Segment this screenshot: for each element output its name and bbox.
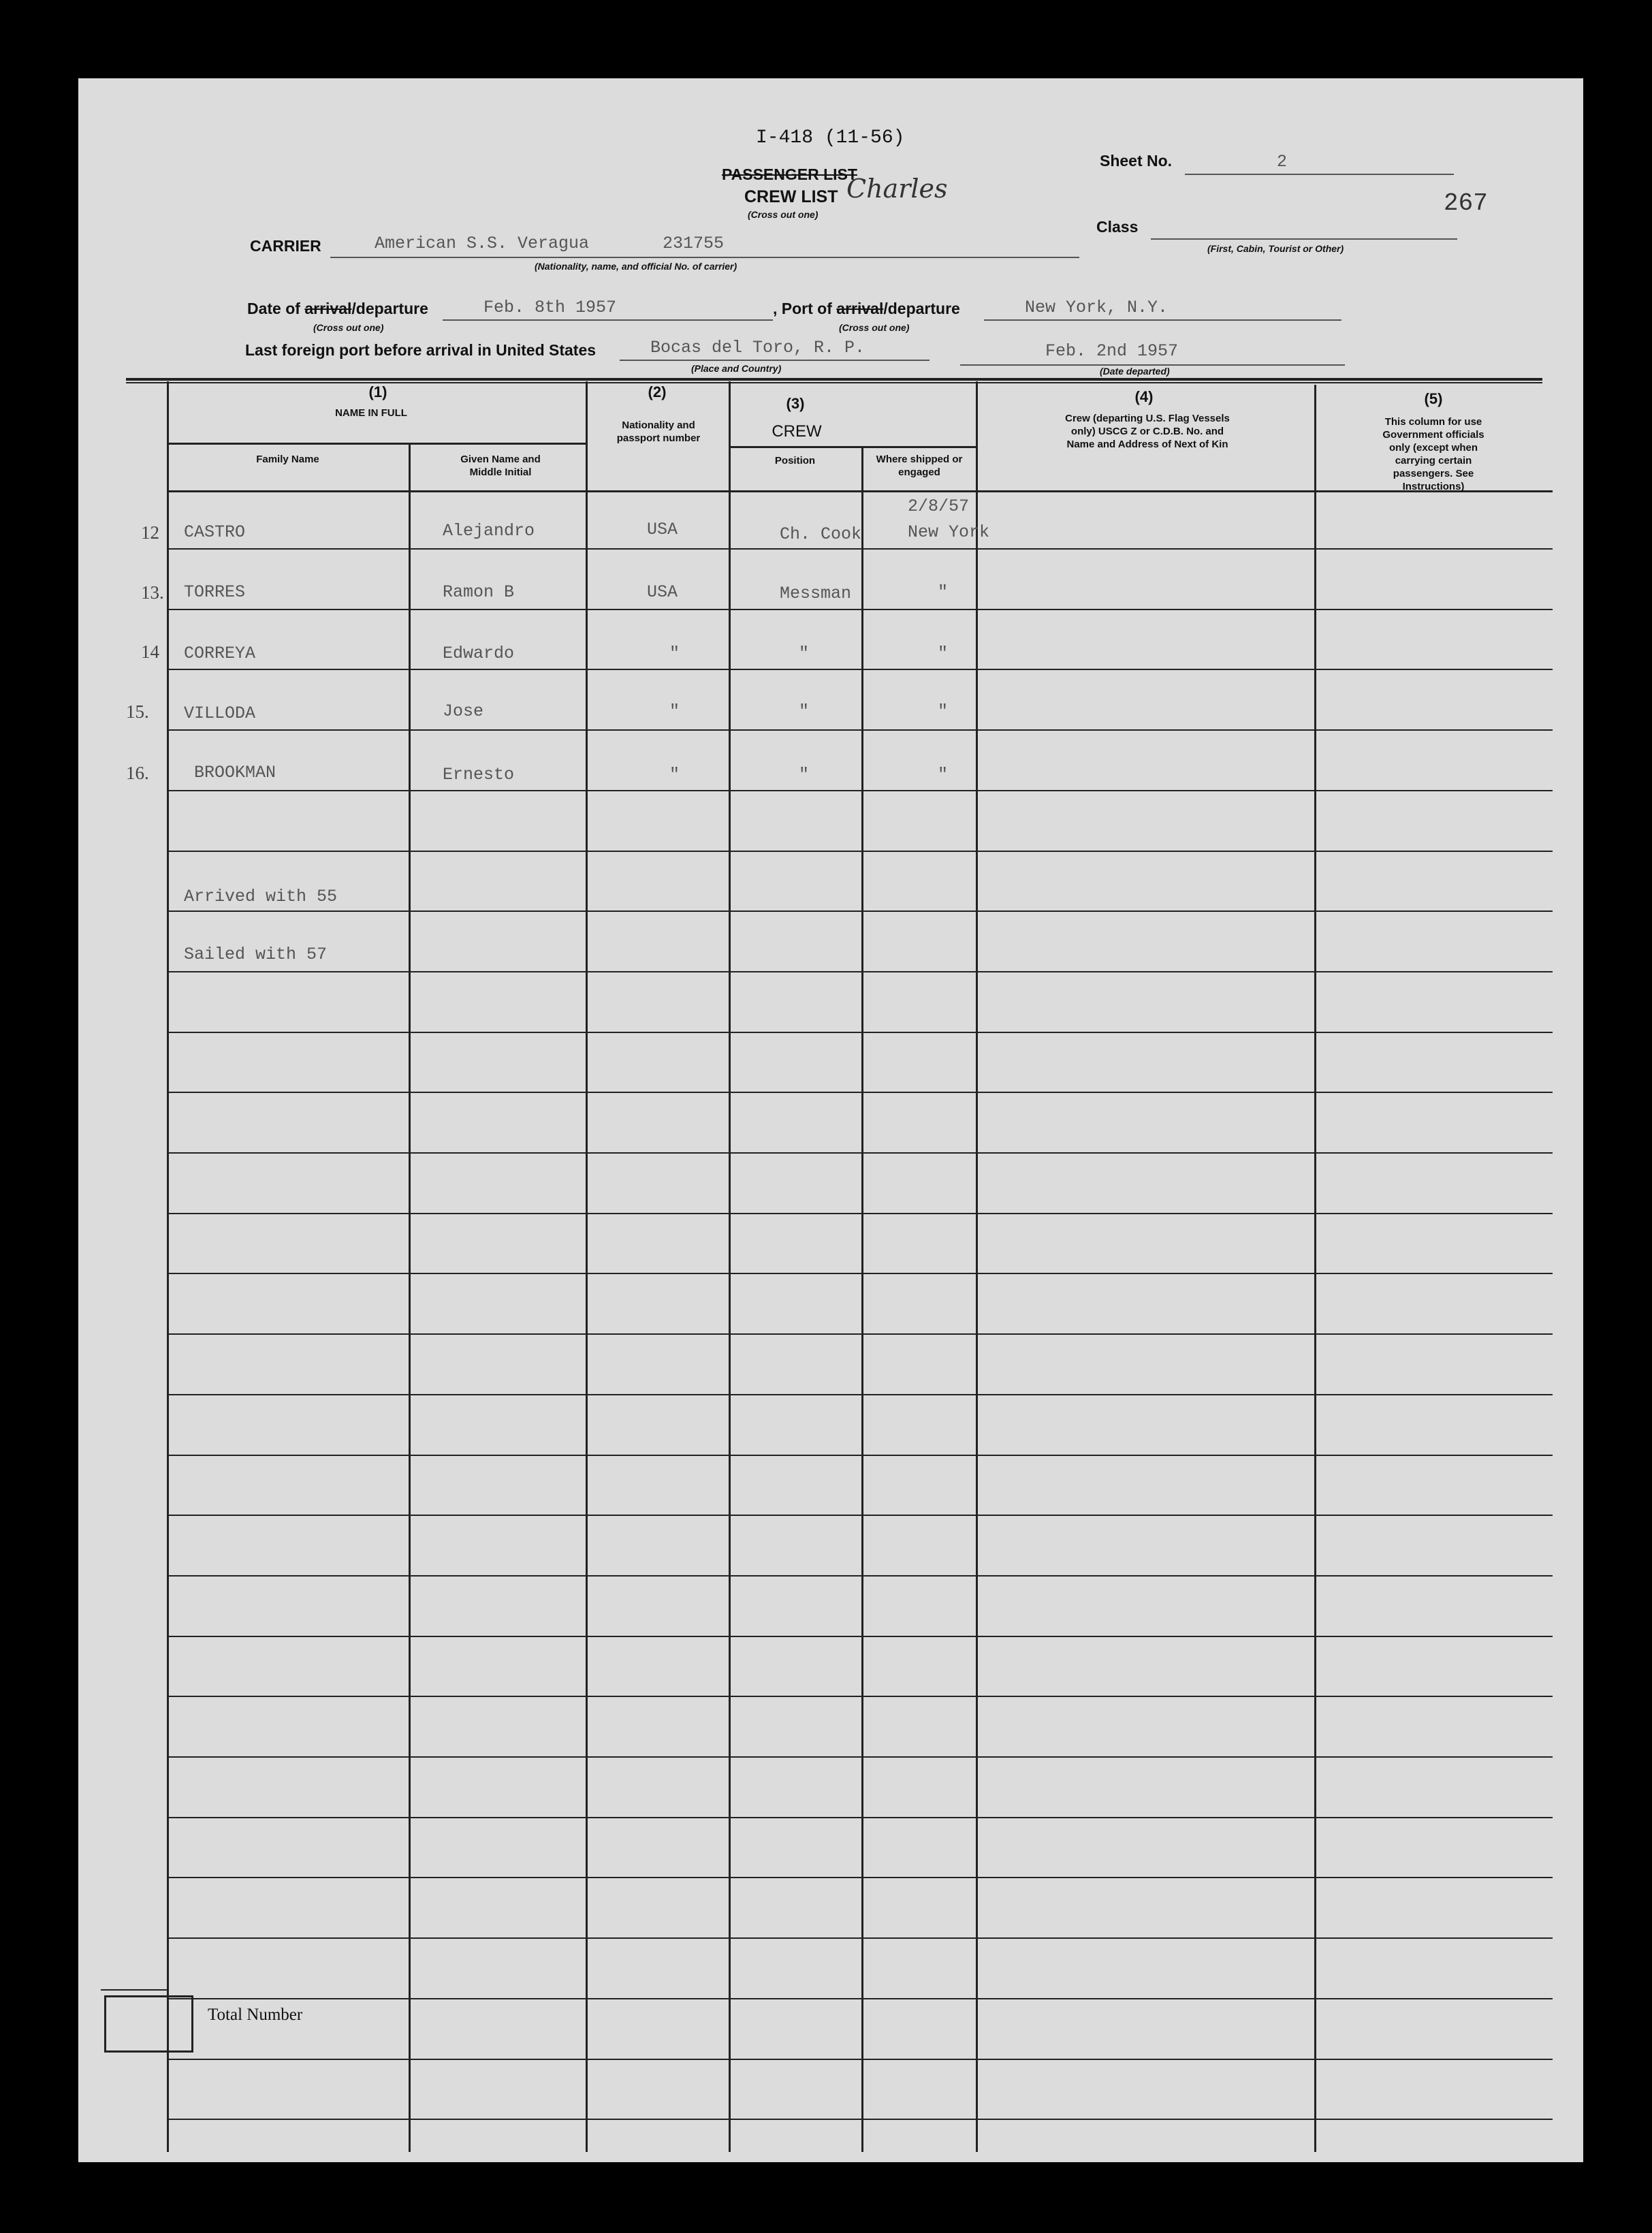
col5-number: (5) [1424,390,1443,407]
carrier-value: American S.S. Veragua [375,234,590,253]
col3-number: (3) [786,395,805,412]
row-rule [167,1333,1553,1335]
given-name: Jose [443,701,484,721]
given-name: Ernesto [443,765,515,785]
col4-title: Crew (departing U.S. Flag Vessels only) USCG Z or C.D.B. No. and Name and Address of Next of Kin [1065,413,1230,450]
shipped-place: New York [908,522,990,542]
date-note: (Cross out one) [313,322,384,333]
table-top-rule-2 [126,382,1542,383]
col1-header-rule [167,443,586,445]
row-rule [167,1515,1553,1516]
last-port-value: Bocas del Toro, R. P. [650,338,865,358]
row-rule [167,1213,1553,1214]
total-number-label: Total Number [208,2006,303,2024]
row-rule [167,2119,1553,2120]
row-rule [167,1152,1553,1154]
carrier-line [330,257,1079,258]
sheet-value: 2 [1277,152,1288,172]
sheet-label: Sheet No. [1100,152,1173,170]
col2-number: (2) [648,383,667,400]
row-rule [167,2059,1553,2060]
shipped-place: " [938,644,949,663]
last-port-label: Last foreign port before arrival in United States [245,341,597,359]
row-rule [167,729,1553,731]
col4-number: (4) [1134,388,1154,405]
position: " [799,701,810,721]
row-rule [167,1092,1553,1093]
given-name: Alejandro [443,521,535,541]
nationality: " [669,701,680,721]
carrier-label: CARRIER [250,237,321,255]
row-rule [167,1756,1553,1758]
date-label: Date of arrival/departure [247,300,428,317]
given-name: Edwardo [443,644,515,663]
row-number: 15. [126,701,149,722]
row-rule [167,1575,1553,1577]
col-border-left [167,381,169,2152]
nationality: " [669,765,680,785]
col-border-kin [976,381,978,2152]
shipped-place: " [938,701,949,721]
position: " [799,765,810,785]
family-name: CASTRO [184,522,246,542]
col3a-header: Position [774,455,816,466]
col-border-nationality [586,381,588,2152]
col1b-header: Given Name and Middle Initial [460,454,541,478]
row-number: 12 [141,522,159,543]
port-value: New York, N.Y. [1025,298,1169,317]
shipped-place: " [938,765,949,785]
port-line [984,319,1341,321]
row-rule [167,1032,1553,1033]
date-departed-value: Feb. 2nd 1957 [1045,341,1179,361]
carrier-official-no: 231755 [663,234,725,253]
total-number-box [104,1995,193,2053]
position: Ch. Cook [780,524,862,544]
date-line [443,319,773,321]
row-rule [167,910,1553,912]
class-label: Class [1096,218,1139,236]
port-note: (Cross out one) [839,322,910,333]
family-name: CORREYA [184,644,256,663]
crew-list-title: CREW LIST [744,187,838,206]
last-port-line [620,360,930,361]
passenger-list-title-crossed: PASSENGER LIST [722,165,857,183]
row-rule [167,1817,1553,1818]
row-rule [167,609,1553,610]
row-rule [167,1273,1553,1274]
row-rule [167,971,1553,972]
col1-title: NAME IN FULL [335,407,407,419]
col-border-gov [1314,385,1316,2152]
position: Messman [780,584,852,603]
crew-list-form [78,78,1583,2162]
date-value: Feb. 8th 1957 [483,298,617,317]
col-border-family-given [409,443,411,2152]
col5-title: This column for use Government officials only (except when carrying certain passengers. See Instructions) [1382,416,1484,492]
nationality: " [669,644,680,663]
nationality: USA [647,582,678,602]
table-top-rule [126,378,1542,381]
header-bottom-rule [167,490,1553,492]
row-rule [167,1696,1553,1697]
class-line [1151,238,1457,240]
arrived-note: Arrived with 55 [184,887,338,906]
row-rule [167,1455,1553,1456]
col1-number: (1) [368,383,387,400]
row-rule [167,1636,1553,1637]
col3-title: CREW [772,422,822,441]
col-border-position-shipped [861,446,863,2152]
col2-title: Nationality and passport number [616,419,701,444]
sheet-line [1185,174,1454,175]
shipped-date: 2/8/57 [908,496,970,516]
date-departed-note: (Date departed) [1100,366,1170,377]
port-label: , Port of arrival/departure [773,300,960,317]
row-rule [167,790,1553,791]
family-name: BROOKMAN [194,763,276,782]
col3b-header: Where shipped or engaged [876,454,963,478]
row-number: 16. [126,763,149,783]
row-number: 13. [141,582,164,603]
row-rule [167,1998,1553,1999]
footer-rule [101,1989,169,1991]
col-border-crew [729,381,731,2152]
family-name: VILLODA [184,703,256,723]
shipped-place: " [938,582,949,602]
family-name: TORRES [184,582,246,602]
class-note: (First, Cabin, Tourist or Other) [1207,243,1344,254]
row-rule [167,851,1553,852]
row-rule [167,1937,1553,1939]
title-note: (Cross out one) [748,209,819,220]
row-rule [167,1394,1553,1395]
col1a-header: Family Name [256,454,319,465]
carrier-note: (Nationality, name, and official No. of carrier) [535,261,737,272]
handwritten-title: Charles [846,174,948,204]
page-number: 267 [1444,189,1488,217]
row-number: 14 [141,642,159,662]
sailed-note: Sailed with 57 [184,945,328,964]
given-name: Ramon B [443,582,515,602]
position: " [799,644,810,663]
row-rule [167,1877,1553,1878]
nationality: USA [647,520,678,539]
col3-header-rule [729,446,977,448]
row-rule [167,669,1553,670]
form-number: I-418 (11-56) [756,127,905,148]
last-port-note: (Place and Country) [691,363,782,374]
row-rule [167,548,1553,550]
